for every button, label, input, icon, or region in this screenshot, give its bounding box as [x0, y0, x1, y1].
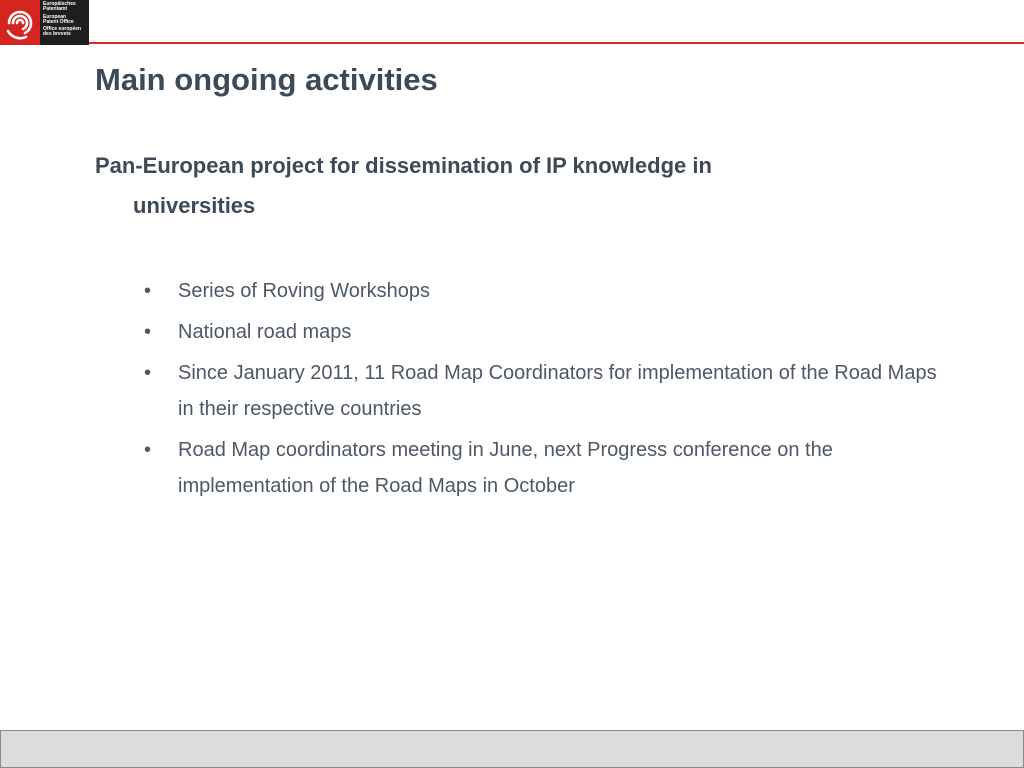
bullet-text: National road maps: [178, 321, 352, 343]
bullet-icon: •: [144, 362, 152, 384]
bullet-item: [144, 432, 944, 504]
logo-line: European: [43, 13, 67, 20]
bullet-item: [144, 355, 944, 427]
bullet-icon: •: [144, 439, 152, 461]
subheading-line-2: universities: [133, 193, 256, 218]
epo-logo-text: [40, 0, 89, 45]
bullet-item: [144, 273, 944, 309]
slide-subheading: [95, 146, 855, 226]
footer-bar: [0, 730, 1024, 768]
logo-line: Patentamt: [43, 6, 68, 13]
logo-line: Europäisches: [43, 1, 76, 7]
bullet-icon: •: [144, 321, 152, 343]
logo-line: Office européen: [43, 26, 82, 33]
epo-logo: [0, 0, 89, 45]
bullet-list: [144, 273, 944, 509]
bullet-text: Series of Roving Workshops: [178, 280, 430, 302]
bullet-item: [144, 314, 944, 350]
logo-line: Patent Office: [43, 18, 74, 25]
slide-title: Main ongoing activities: [95, 62, 438, 97]
header-divider: [89, 42, 1024, 44]
bullet-text: Since January 2011, 11 Road Map Coordinators for implementation of the Road Maps in their respective countries: [178, 362, 937, 420]
logo-line: des brevets: [43, 31, 71, 38]
bullet-text: Road Map coordinators meeting in June, next Progress conference on the implementation of the Road Maps in October: [178, 439, 833, 497]
epo-spiral-icon: [0, 0, 40, 45]
bullet-icon: •: [144, 280, 152, 302]
subheading-line-1: Pan-European project for dissemination of IP knowledge in: [95, 153, 712, 178]
